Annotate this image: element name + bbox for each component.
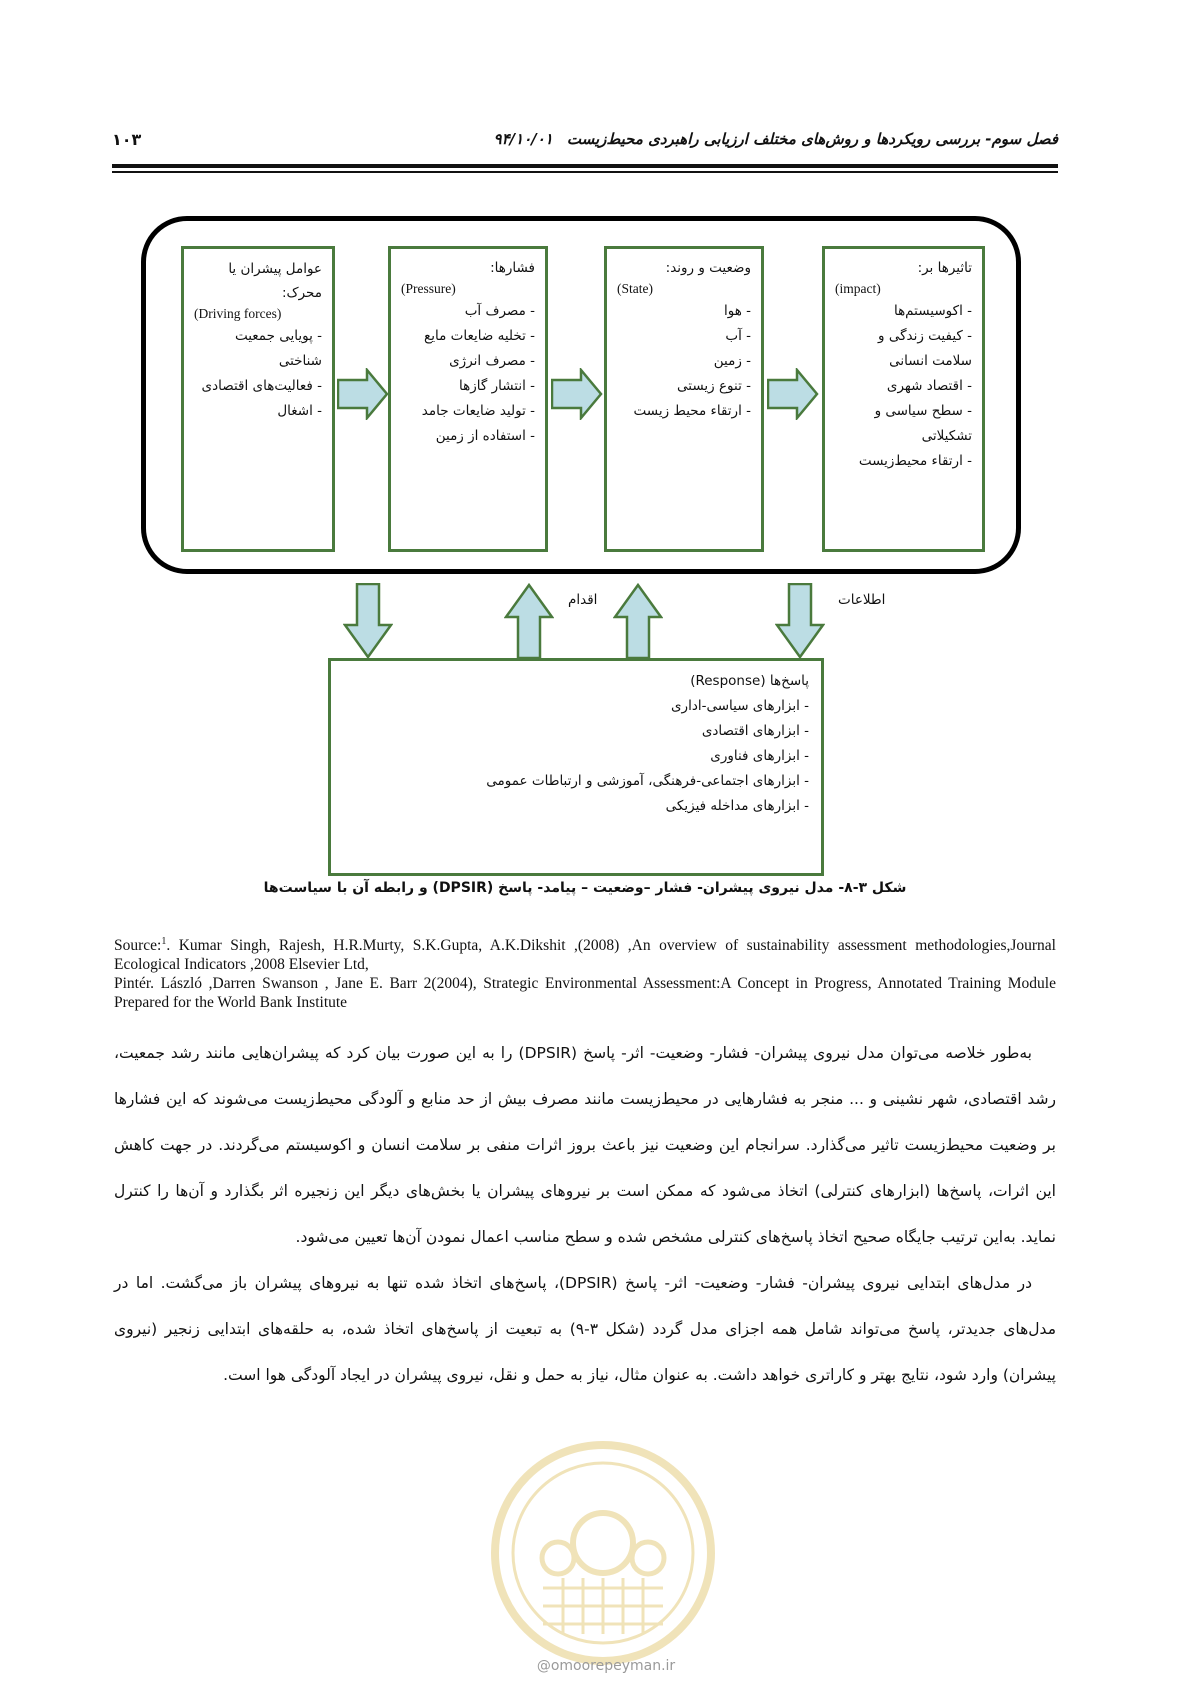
state-item: - هوا <box>723 303 751 319</box>
impact-title: تاثیرها بر: <box>917 260 972 276</box>
pressure-title: فشارها: <box>490 260 535 276</box>
arrow-pressure-to-state <box>551 368 603 420</box>
page-header <box>112 130 1058 160</box>
state-item: - زمین <box>713 353 751 369</box>
body-text <box>114 1030 1056 1398</box>
chapter-title: فصل سوم- بررسی رویکردها و روش‌های مختلف ارزیابی راهبردی محیط‌زیست۹۴/۱۰/۰۱ <box>493 130 1058 148</box>
seal-watermark-icon <box>488 1438 718 1668</box>
driving-forces-box <box>181 246 335 552</box>
pressure-item: - مصرف آب <box>464 303 535 319</box>
driving-latin: (Driving forces) <box>194 306 282 321</box>
state-title: وضعیت و روند: <box>665 260 751 276</box>
impact-latin: (impact) <box>835 281 881 296</box>
source-footnote-mark: 1 <box>161 936 167 947</box>
driving-item: - فعالیت‌های اقتصادی <box>201 378 322 394</box>
source-text-1: . Kumar Singh, Rajesh, H.R.Murty, S.K.Gupta, A.K.Dikshit ,(2008) ,An overview of sustainability assessment methodologies,Journal Ecological Indicators ,2008 Elsevier Ltd, <box>114 937 1056 974</box>
action-label: اقدام <box>568 592 598 608</box>
response-item: - ابزارهای فناوری <box>710 748 809 764</box>
arrow-down-right <box>775 583 825 659</box>
state-item: - تنوع زیستی <box>677 378 751 394</box>
state-item: - آب <box>725 328 751 344</box>
response-item: - ابزارهای اقتصادی <box>701 723 809 739</box>
pressure-item: - تخلیه ضایعات مایع <box>424 328 535 344</box>
impact-item: سلامت انسانی <box>889 353 972 369</box>
header-rule-thin <box>112 171 1058 173</box>
pressure-box <box>388 246 548 552</box>
source-line-1 <box>114 932 1056 974</box>
source-citation <box>114 932 1056 1012</box>
state-item: - ارتقاء محیط زیست <box>633 403 751 419</box>
arrow-up-center-left <box>504 583 554 659</box>
arrow-down-left <box>343 583 393 659</box>
pressure-item: - مصرف انرژی <box>449 353 535 369</box>
response-title: پاسخ‌ها (Response) <box>690 673 809 689</box>
pressure-item: - انتشار گازها <box>458 378 535 394</box>
header-date: ۹۴/۱۰/۰۱ <box>493 130 553 148</box>
driving-item: - اشغال <box>277 403 322 419</box>
source-prefix: Source: <box>114 937 162 955</box>
pressure-item: - تولید ضایعات جامد <box>421 403 535 419</box>
arrow-driving-to-pressure <box>337 368 389 420</box>
response-item: - ابزارهای مداخله فیزیکی <box>665 798 809 814</box>
driving-item: شناختی <box>278 353 322 369</box>
impact-item: - کیفیت زندگی و <box>878 328 972 344</box>
impact-item: - سطح سیاسی و <box>874 403 972 419</box>
state-latin: (State) <box>617 281 653 296</box>
impact-item: تشکیلاتی <box>921 428 972 444</box>
information-label: اطلاعات <box>838 592 886 608</box>
arrow-state-to-impact <box>767 368 819 420</box>
arrow-up-center-right <box>613 583 663 659</box>
paragraph: به‌طور خلاصه می‌توان مدل نیروی پیشران- فشار- وضعیت- اثر- پاسخ (DPSIR) را به این صورت بیان کرد که پیشران‌هایی مانند رشد جمعیت، رشد اقتصادی، شهر نشینی و ... منجر به فشارهایی در محیط‌زیست مانند مصرف بیش از حد منابع و آلودگی محیط‌زیست می‌شوند که این فشارها بر وضعیت محیط‌زیست تاثیر می‌گذارد. سرانجام این وضعیت نیز باعث بروز اثرات منفی بر سلامت انسان و اکوسیستم می‌گردند. در جهت کاهش این اثرات، پاسخ‌ها (ابزارهای کنترلی) اتخاذ می‌شود که ممکن است بر نیروهای پیشران یا بخش‌های دیگر این زنجیره اثر بگذارد و آن‌ها را کنترل نماید. به‌این ترتیب جایگاه صحیح اتخاذ پاسخ‌های کنترلی مشخص شده و سطح مناسب اعمال نمودن آن‌ها تعیین می‌شود. <box>114 1044 1056 1246</box>
driving-item: - پویایی جمعیت <box>234 328 322 344</box>
pressure-latin: (Pressure) <box>401 281 456 296</box>
driving-title-2: محرک: <box>281 285 322 301</box>
paragraph: در مدل‌های ابتدایی نیروی پیشران- فشار- وضعیت- اثر- پاسخ (DPSIR)، پاسخ‌های اتخاذ شده تنها به نیروهای پیشران باز می‌گشت. اما در مدل‌های جدیدتر، پاسخ می‌تواند شامل همه اجزای مدل گردد (شکل ۳-۹) به تبعیت از پاسخ‌های اتخاذ شده، به حلقه‌های ابتدایی زنجیر (نیروی پیشران) وارد شود، نتایج بهتر و کاراتری خواهد داشت. به عنوان مثال، نیاز به حمل و نقل، نیروی پیشران در ایجاد آلودگی هوا است. <box>114 1274 1056 1384</box>
impact-item: - اقتصاد شهری <box>886 378 972 394</box>
page-number: ۱۰۳ <box>112 130 142 149</box>
watermark-text: @omoorepeyman.ir <box>536 1658 676 1674</box>
pressure-item: - استفاده از زمین <box>435 428 535 444</box>
impact-item: - اکوسیستم‌ها <box>893 303 972 319</box>
source-line-2: Pintér. László ,Darren Swanson , Jane E. Barr 2(2004), Strategic Environmental Assessment:A Concept in Progress, Annotated Training Module Prepared for the World Bank Institute <box>114 975 1056 1012</box>
response-box <box>328 658 824 876</box>
figure-caption: شکل ۳-۸- مدل نیروی پیشران- فشار –وضعیت – پیامد- پاسخ (DPSIR) و رابطه آن با سیاست‌ها <box>263 880 907 896</box>
response-item: - ابزارهای اجتماعی-فرهنگی، آموزشی و ارتباطات عمومی <box>486 773 809 789</box>
state-box <box>604 246 764 552</box>
impact-box <box>822 246 985 552</box>
driving-title: عوامل پیشران یا <box>228 261 322 277</box>
header-rule-thick <box>112 164 1058 168</box>
response-item: - ابزارهای سیاسی-اداری <box>670 698 809 714</box>
impact-item: - ارتقاء محیط‌زیست <box>858 453 972 469</box>
